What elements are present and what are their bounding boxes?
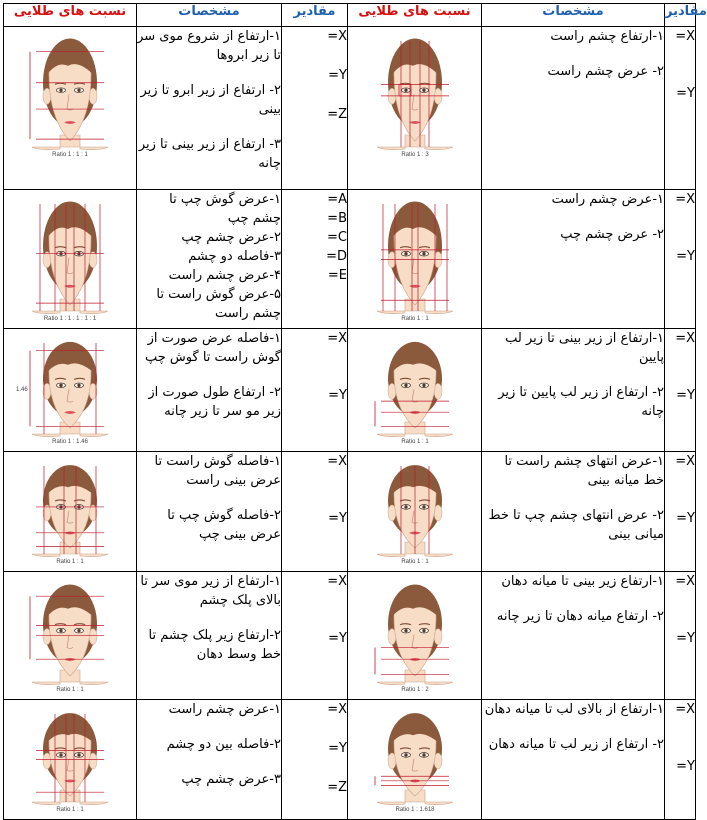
values-cell (665, 329, 696, 452)
face-diagram (359, 329, 471, 446)
values-cell (282, 190, 348, 329)
face-diagram (14, 329, 126, 446)
spec-text: ۲- ارتفاع از زیر ابرو تا زیر بینی (140, 83, 281, 117)
value-label: X= (675, 574, 695, 589)
spec-text: ۵-عرض گوش راست تا چشم راست (156, 287, 281, 321)
golden-ratio-image (348, 329, 482, 452)
header-golden-right: نسبت های طلایی (348, 4, 482, 27)
ratio-caption: Ratio 1 : 1 (400, 439, 429, 445)
spec-text: ۱-عرض گوش چپ تا چشم چپ (169, 192, 281, 226)
values-cell (665, 700, 696, 820)
values-cell (665, 27, 696, 190)
value-label: X= (675, 702, 695, 717)
ratio-caption: Ratio 1 : 1 (56, 687, 84, 693)
face-diagram (14, 190, 126, 323)
value-label: Y= (328, 68, 347, 83)
spec-text: ۱-عرض چشم راست (551, 192, 664, 207)
value-label: E= (327, 268, 347, 283)
value-label: C= (327, 230, 347, 245)
golden-ratio-image (4, 700, 137, 820)
value-label: X= (675, 331, 695, 346)
value-label: X= (327, 574, 347, 589)
specs-cell (482, 27, 665, 190)
values-cell (665, 190, 696, 329)
specs-cell (137, 27, 282, 190)
spec-text: ۲-عرض چشم چپ (181, 230, 281, 245)
values-cell (665, 452, 696, 572)
spec-text: ۱-فاصله عرض صورت از گوش راست تا گوش چپ (144, 331, 281, 365)
specs-cell (137, 700, 282, 820)
face-diagram (359, 700, 471, 814)
value-label: Z= (327, 780, 347, 795)
table-row (4, 572, 696, 700)
header-values-right: مقادیر (665, 4, 696, 27)
spec-text: ۱-ارتفاع از شروع موی سر تا زیر ابروها (137, 29, 281, 63)
value-label: X= (327, 331, 347, 346)
golden-ratio-image (4, 572, 137, 700)
face-diagram (14, 452, 126, 566)
golden-ratio-image (4, 452, 137, 572)
face-diagram (359, 452, 471, 566)
value-label: X= (675, 192, 695, 207)
golden-ratio-image (4, 27, 137, 190)
golden-ratio-image (4, 329, 137, 452)
spec-text: ۱-ارتفاع از زیر موی سر تا بالای پلک چشم (140, 574, 281, 608)
value-label: X= (327, 29, 347, 44)
specs-cell (482, 329, 665, 452)
value-label: X= (327, 454, 347, 469)
spec-text: ۳- ارتفاع از زیر بینی تا زیر چانه (138, 137, 281, 171)
golden-ratio-image (4, 190, 137, 329)
table-row (4, 452, 696, 572)
table-row (4, 27, 696, 190)
values-cell (282, 452, 348, 572)
specs-cell (482, 572, 665, 700)
value-label: Y= (328, 631, 347, 646)
face-diagram (359, 190, 471, 323)
face-diagram (14, 700, 126, 814)
value-label: A= (327, 192, 347, 207)
face-diagram (359, 572, 471, 694)
spec-text: ۱-عرض چشم راست (168, 702, 281, 717)
face-diagram (359, 27, 471, 159)
table-row (4, 190, 696, 329)
values-cell (665, 572, 696, 700)
ratio-caption: Ratio 1 : 1 : 1 : 1 : 1 (43, 316, 97, 322)
spec-text: ۳-عرض چشم چپ (181, 772, 281, 787)
value-label: B= (327, 211, 347, 226)
spec-text: ۱-عرض انتهای چشم راست تا خط میانه بینی (504, 454, 664, 488)
values-cell (282, 329, 348, 452)
spec-text: ۱-ارتفاع چشم راست (550, 29, 664, 44)
value-label: Y= (676, 86, 695, 101)
specs-cell (137, 452, 282, 572)
ratio-caption: Ratio 1 : 1 (400, 559, 429, 565)
spec-text: ۲- عرض چشم راست (547, 64, 664, 79)
spec-text: ۲-فاصله گوش چپ تا عرض بینی چپ (167, 508, 281, 542)
golden-ratio-image (348, 700, 482, 820)
ratio-caption: Ratio 1 : 1 (400, 316, 429, 322)
value-label: Y= (676, 249, 695, 264)
specs-cell (482, 452, 665, 572)
header-specs-right: مشخصات (482, 4, 665, 27)
header-specs-left: مشخصات (137, 4, 282, 27)
value-label: Y= (328, 511, 347, 526)
spec-text: ۲-فاصله بین دو چشم (166, 737, 281, 752)
golden-ratio-image (348, 190, 482, 329)
ratio-caption: Ratio 1 : 3 (400, 152, 429, 158)
spec-text: ۱-ارتفاع از بالای لب تا میانه دهان (484, 702, 664, 717)
header-golden-left: نسبت های طلایی (4, 4, 137, 27)
spec-text: ۲- ارتفاع میانه دهان تا زیر چانه (496, 609, 664, 624)
table-row (4, 700, 696, 820)
face-diagram (14, 27, 126, 159)
values-cell (282, 572, 348, 700)
values-cell (282, 27, 348, 190)
spec-text: ۲- عرض انتهای چشم چپ تا خط میانی بینی (488, 508, 664, 542)
value-label: Y= (676, 631, 695, 646)
header-values-left: مقادیر (282, 4, 348, 27)
value-label: X= (327, 702, 347, 717)
values-cell (282, 700, 348, 820)
value-label: Y= (676, 511, 695, 526)
spec-text: ۲-ارتفاع زیر پلک چشم تا خط وسط دهان (148, 628, 281, 662)
value-label: Y= (328, 741, 347, 756)
ratio-caption: Ratio 1 : 1.46 (52, 439, 88, 445)
value-label: Y= (328, 388, 347, 403)
spec-text: ۲- ارتفاع از زیر لب تا میانه دهان (488, 737, 664, 752)
golden-ratio-image (348, 452, 482, 572)
table-row (4, 329, 696, 452)
spec-text: ۱-ارتفاع زیر بینی تا میانه دهان (501, 574, 664, 589)
value-label: X= (675, 29, 695, 44)
value-label: Y= (676, 388, 695, 403)
ratio-caption: Ratio 1 : 2 (400, 687, 429, 693)
value-label: Y= (676, 759, 695, 774)
table-header-row (4, 4, 696, 27)
specs-cell (482, 700, 665, 820)
ratio-caption: Ratio 1 : 1.618 (394, 807, 435, 813)
spec-text: ۴-عرض چشم راست (168, 268, 281, 283)
side-ratio-label: 1.46 (16, 387, 28, 393)
value-label: Z= (327, 107, 347, 122)
specs-cell (137, 329, 282, 452)
ratio-caption: Ratio 1 : 1 (56, 559, 84, 565)
specs-cell (137, 190, 282, 329)
ratio-caption: Ratio 1 : 1 (56, 807, 84, 813)
golden-ratio-table (3, 3, 707, 820)
face-diagram (14, 572, 126, 694)
spec-text: ۱-فاصله گوش راست تا عرض بینی راست (154, 454, 281, 488)
golden-ratio-image (348, 572, 482, 700)
value-label: D= (326, 249, 347, 264)
spec-text: ۲- عرض چشم چپ (560, 227, 664, 242)
spec-text: ۲- ارتفاع طول صورت از زیر مو سر تا زیر چانه (148, 385, 281, 419)
golden-ratio-image (348, 27, 482, 190)
specs-cell (482, 190, 665, 329)
spec-text: ۲- ارتفاع از زیر لب پایین تا زیر چانه (498, 385, 664, 419)
spec-text: ۱-ارتفاع از زیر بینی تا زیر لب پایین (505, 331, 664, 365)
specs-cell (137, 572, 282, 700)
ratio-caption: Ratio 1 : 1 : 1 (52, 152, 88, 158)
spec-text: ۳-فاصله دو چشم (188, 249, 281, 264)
value-label: X= (675, 454, 695, 469)
